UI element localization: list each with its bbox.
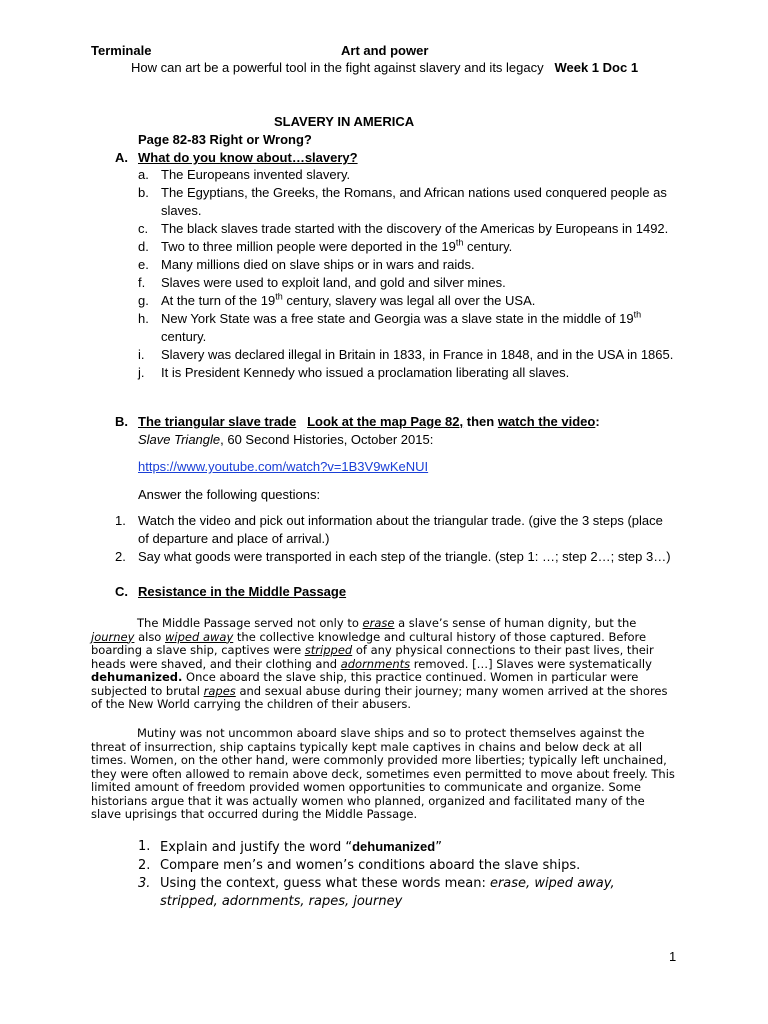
passage-paragraph-2: [91, 727, 676, 822]
item-label: c.: [138, 221, 149, 236]
passage-paragraph-1: [91, 617, 676, 712]
text-run: the collective knowledge and cultural history of those captured. Before boarding a slave ship, captives were: [91, 629, 647, 657]
item-text: The black slaves trade started with the discovery of the Americas by Europeans in 1492.: [161, 221, 669, 236]
question-number: 2.: [138, 858, 151, 873]
question-number: 2.: [115, 549, 126, 564]
list-item: [138, 838, 678, 857]
section-c-heading: Resistance in the Middle Passage: [138, 584, 347, 599]
section-b-heading: [138, 413, 600, 431]
text-run: also: [134, 629, 166, 644]
section-a-letter: A.: [115, 150, 128, 165]
unit-subtitle: [131, 59, 638, 77]
text-run: a slave’s sense of human dignity, but the: [394, 616, 637, 630]
doc-reference: Week 1 Doc 1: [554, 60, 639, 75]
question-text-cont: of departure and place of arrival.): [138, 531, 330, 546]
map-instruction: Look at the map Page 82,: [307, 414, 464, 429]
section-c-letter: C.: [115, 584, 128, 599]
video-details: , 60 Second Histories, October 2015:: [220, 432, 434, 447]
text-run: of any physical connections to their past lives, their heads were shaved, and their clothing and: [91, 643, 654, 671]
list-item: [138, 274, 698, 292]
unit-title: Art and power: [341, 43, 429, 58]
keyword-dehumanized: dehumanized.: [91, 670, 183, 684]
item-text: Slavery was declared illegal in Britain in 1833, in France in 1848, and in the USA in 1865.: [161, 347, 674, 362]
video-source: [138, 431, 433, 449]
item-label: a.: [138, 167, 149, 182]
true-false-list: [138, 166, 698, 382]
text-run: removed. […] Slaves were systematically: [410, 656, 652, 671]
item-label: b.: [138, 185, 149, 200]
question-number: 1.: [115, 513, 126, 528]
item-label: g.: [138, 293, 149, 308]
item-text: Many millions died on slave ships or in wars and raids.: [161, 257, 475, 272]
video-title: Slave Triangle: [138, 432, 221, 447]
list-item: [138, 256, 698, 274]
list-item: [138, 310, 698, 346]
heading-colon: :: [595, 414, 600, 429]
vocab-adornments: adornments: [340, 656, 411, 671]
video-questions: [115, 512, 675, 566]
item-text: Slaves were used to exploit land, and gold and silver mines.: [161, 275, 506, 290]
question-text: Compare men’s and women’s conditions aboard the slave ships.: [160, 858, 581, 873]
item-label: i.: [138, 347, 145, 362]
passage-questions: [138, 838, 678, 911]
vocab-erase: erase: [362, 616, 395, 630]
item-text: At the turn of the 19th century, slavery was legal all over the USA.: [161, 291, 536, 308]
item-label: f.: [138, 275, 146, 290]
question-text: Say what goods were transported in each step of the triangle. (step 1: …; step 2…; step 3…): [138, 549, 671, 564]
list-item: [138, 292, 698, 310]
unit-question: How can art be a powerful tool in the fight against slavery and its legacy: [131, 60, 544, 75]
text-run: Once aboard the slave ship, this practice continued. Women in particular were subjected to brutal: [91, 670, 639, 698]
question-text: Explain and justify the word “dehumanized”: [160, 839, 442, 855]
list-item: [138, 857, 678, 875]
item-text-cont: slaves.: [161, 203, 202, 218]
item-label: h.: [138, 311, 149, 326]
page-reference: Page 82-83 Right or Wrong?: [138, 132, 312, 147]
paragraph-text: Mutiny was not uncommon aboard slave ships and so to protect themselves against the threat of insurrection, ship captains typically kept male captives in chains and below deck at all times. Women, on the other hand, were commonly provided more liberties; typically left unchained, they were often allowed to remain above deck, sometimes even permitted to move about freely. This limited amount of freedom provided women opportunities to communicate and organize. Some historians argue that it was actually women who planned, organized and facilitated many of the slave uprisings that occurred during the Middle Passage.: [91, 726, 675, 821]
vocab-stripped: stripped: [304, 643, 353, 657]
vocab-rapes: rapes: [203, 683, 236, 698]
item-text: It is President Kennedy who issued a proclamation liberating all slaves.: [161, 365, 570, 380]
vocab-wiped-away: wiped away: [165, 629, 234, 644]
text-run: The Middle Passage served not only to: [137, 616, 363, 630]
list-item: [138, 166, 698, 184]
course-label: Terminale: [91, 43, 152, 58]
question-number: 1.: [138, 839, 151, 854]
item-label: j.: [138, 365, 145, 380]
list-item: [138, 364, 698, 382]
list-item: [115, 512, 675, 548]
list-item: [138, 346, 698, 364]
list-item: [138, 220, 698, 238]
item-label: e.: [138, 257, 149, 272]
item-text: Two to three million people were deported in the 19th century.: [161, 237, 513, 254]
vocab-journey: journey: [91, 629, 135, 644]
section-b-title: The triangular slave trade: [138, 414, 297, 429]
page-title: SLAVERY IN AMERICA: [274, 114, 415, 129]
item-text: The Egyptians, the Greeks, the Romans, and African nations used conquered people as: [161, 185, 667, 200]
question-number: 3.: [138, 876, 151, 891]
list-item: [138, 238, 698, 256]
then-word: then: [466, 414, 495, 429]
list-item: [115, 548, 675, 566]
item-text-cont: century.: [161, 329, 207, 344]
paragraph-text: [91, 617, 676, 712]
section-b-letter: B.: [115, 414, 128, 429]
text-run: and sexual abuse during their journey; many women arrived at the shores of the New World carrying the children of their abusers.: [91, 683, 668, 711]
question-text: Using the context, guess what these words mean: erase, wiped away, stripped, adornments, rapes, journey: [160, 876, 615, 909]
list-item: [138, 875, 678, 911]
list-item: [138, 184, 698, 220]
page-number: 1: [669, 949, 677, 964]
item-text: New York State was a free state and Georgia was a slave state in the middle of 19th: [161, 309, 642, 326]
section-a-heading: What do you know about…slavery?: [138, 150, 358, 165]
video-instruction: watch the video: [497, 414, 596, 429]
question-text: Watch the video and pick out information about the triangular trade. (give the 3 steps (place: [138, 513, 663, 528]
item-label: d.: [138, 239, 149, 254]
video-link[interactable]: https://www.youtube.com/watch?v=1B3V9wKeNUI: [138, 459, 429, 474]
answer-instruction: Answer the following questions:: [138, 487, 321, 502]
item-text: The Europeans invented slavery.: [161, 167, 351, 182]
